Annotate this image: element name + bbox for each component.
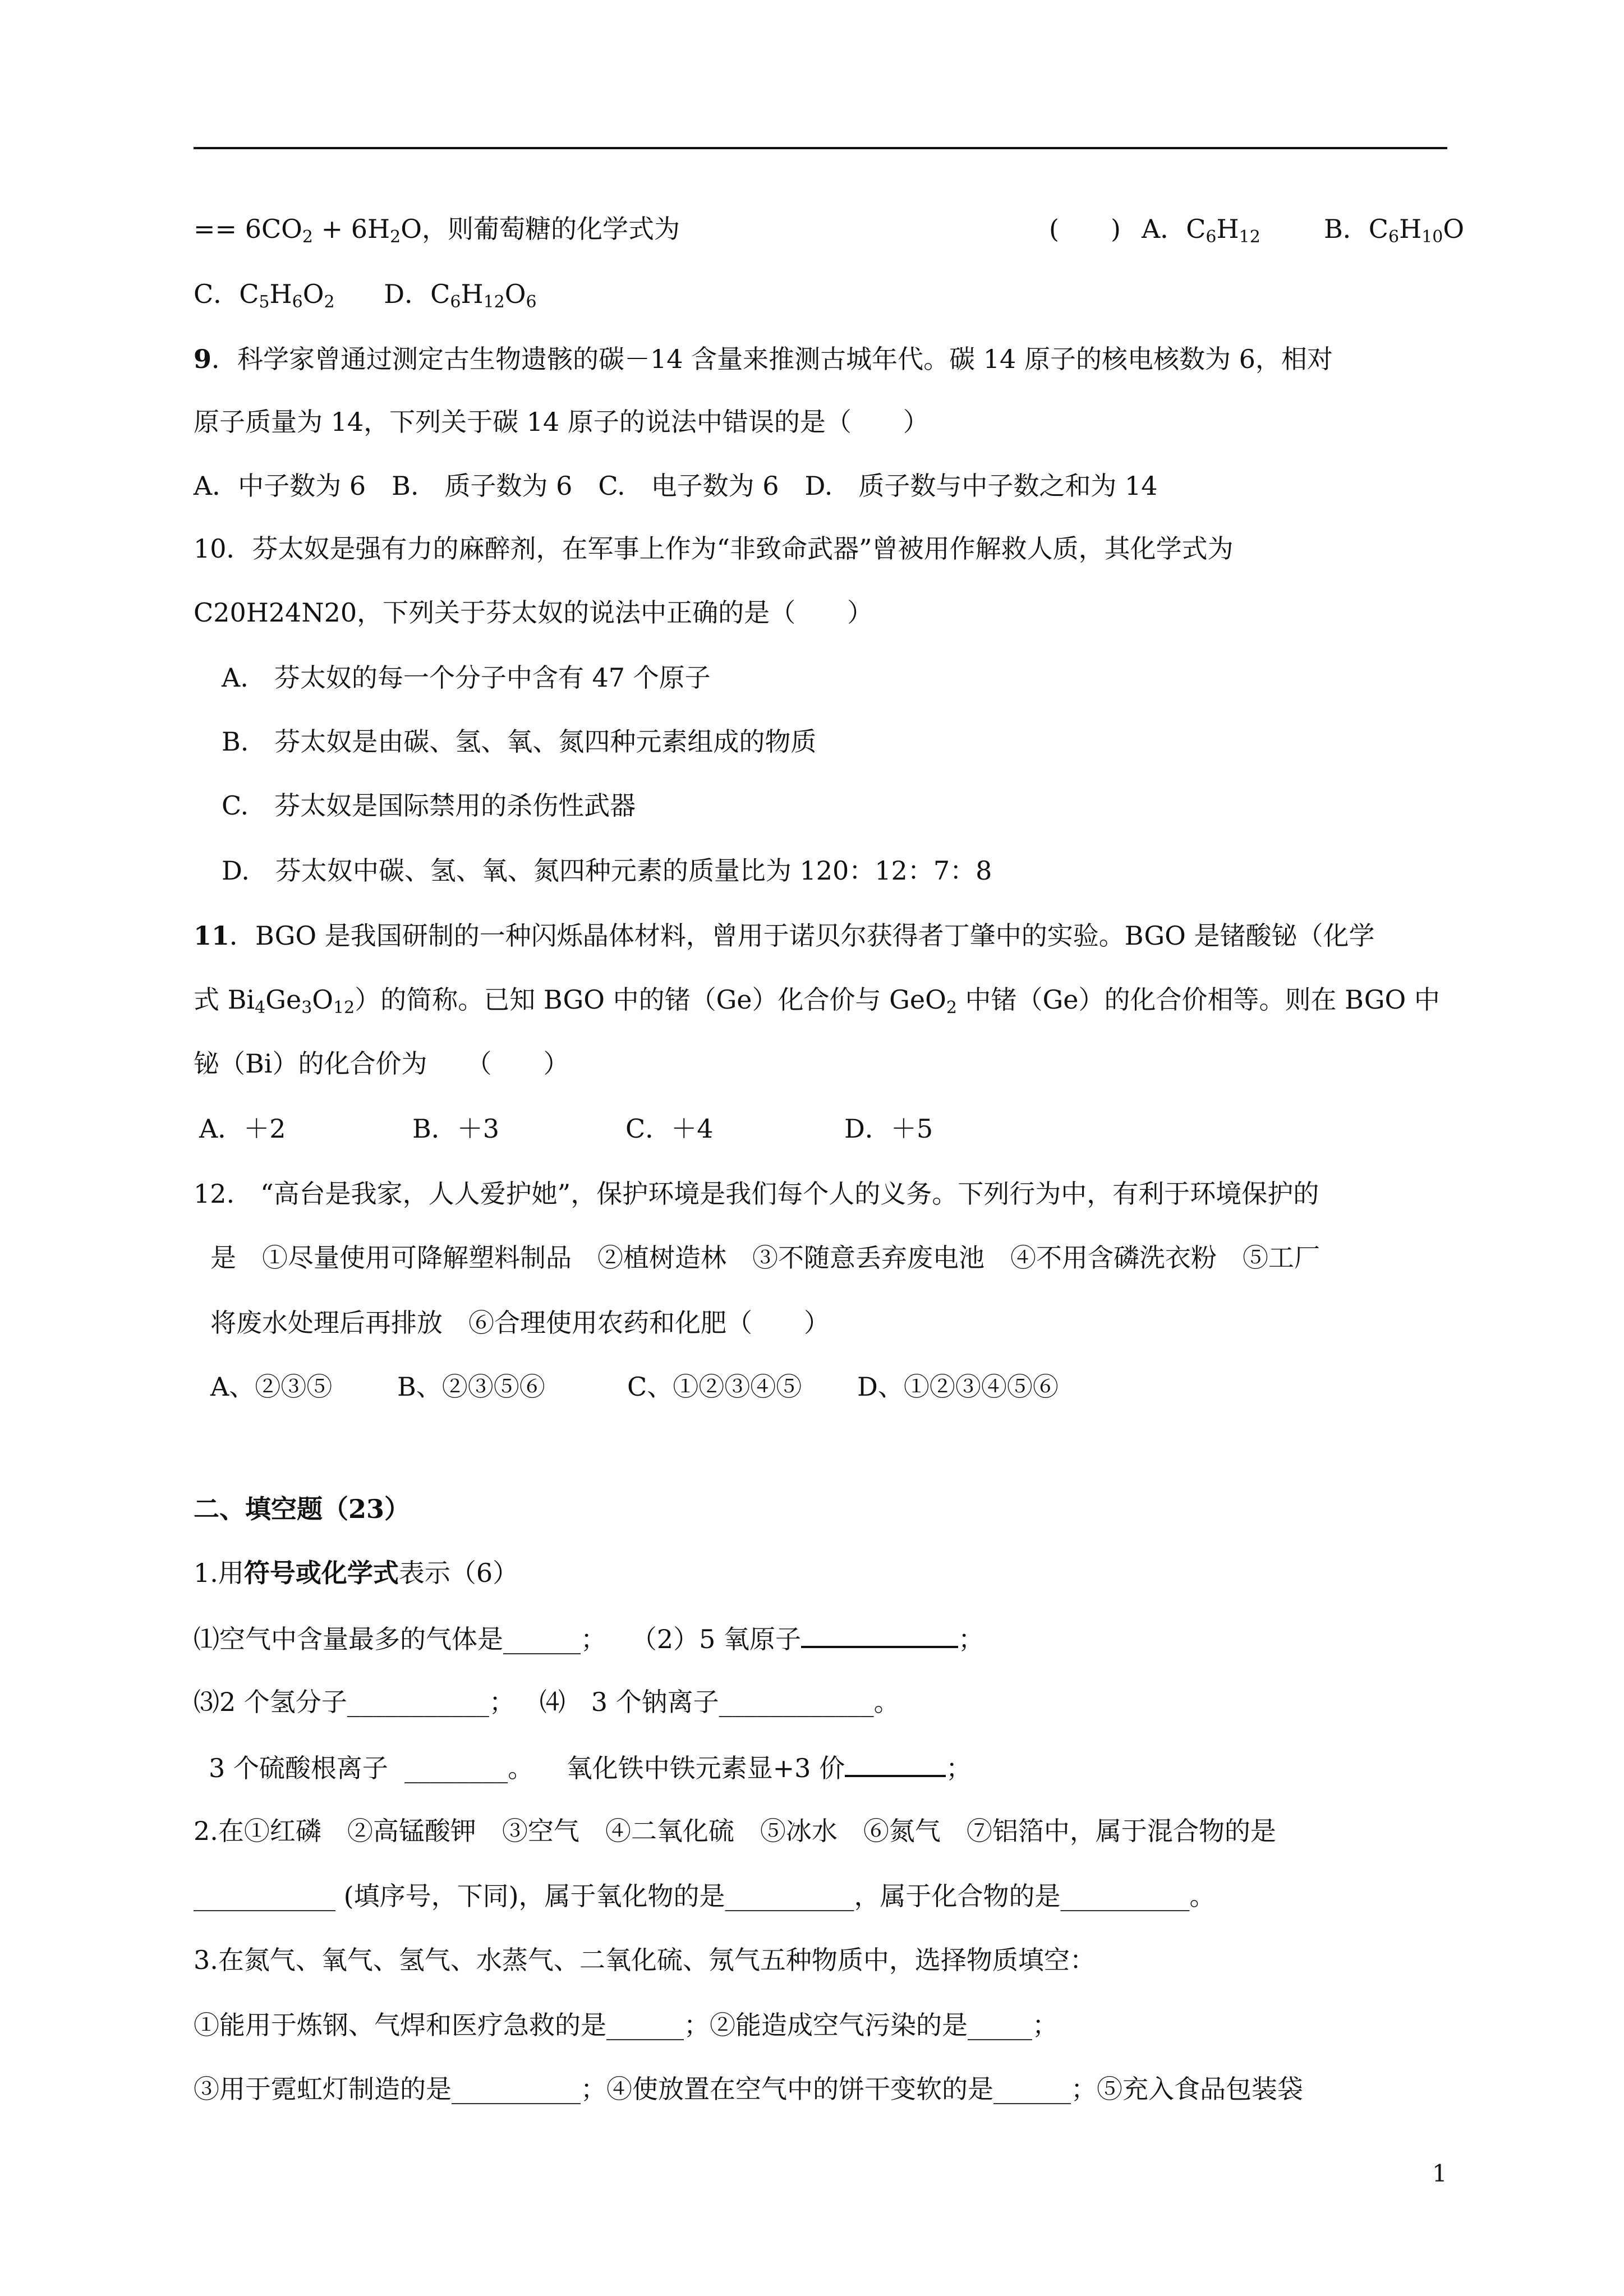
q12-option-b: B、②③⑤⑥	[397, 1372, 545, 1402]
fill-q3-line-2: ①能用于炼钢、气焊和医疗急救的是______；②能造成空气污染的是_____；	[194, 2010, 1058, 2040]
q10-line-2: C20H24N20，下列关于芬太奴的说法中正确的是（ ）	[194, 597, 873, 628]
q8-option-b: B．$C_6H_{10}O$	[1324, 214, 1465, 247]
fill-q2-line-2: ___________ (填序号，下同)，属于氧化物的是__________，属于化合物的是__________。	[194, 1881, 1216, 1911]
q8-option-a: A．$C_6H_{12}$	[1142, 214, 1260, 247]
fill-q1-prompt: 1.用符号或化学式表示（6）	[194, 1558, 519, 1588]
q9-line-1: 9．科学家曾通过测定古生物遗骸的碳－14 含量来推测古城年代。碳 14 原子的核电核数为 6，相对	[194, 344, 1333, 374]
q10-option-b: B. 芬太奴是由碳、氢、氧、氮四种元素组成的物质	[222, 726, 817, 757]
fill-q1-b: （2）5 氧原子 ；	[631, 1624, 984, 1654]
fill-q1-f: 氧化铁中铁元素显+3 价 ；	[567, 1753, 972, 1783]
q12-line-2: 是 ①尽量使用可降解塑料制品 ②植树造林 ③不随意丢弃废电池 ④不用含磷洗衣粉 ⑤工厂	[210, 1243, 1320, 1273]
q12-line-3: 将废水处理后再排放 ⑥合理使用农药和化肥（ ）	[210, 1308, 830, 1338]
answer-blank[interactable]	[845, 1750, 946, 1777]
fill-q1-e: 3 个硫酸根离子 ________。	[209, 1753, 534, 1783]
q12-option-c: C、①②③④⑤	[627, 1372, 802, 1402]
q11-option-b: B．＋3	[412, 1114, 500, 1144]
section2-title: 二、填空题（23）	[194, 1494, 411, 1524]
q11-option-c: C．＋4	[625, 1114, 714, 1144]
header-rule	[194, 147, 1447, 149]
q11-line-2: 式 $Bi_4Ge_3O_{12}$）的简称。已知 BGO 中的锗（Ge）化合价与 GeO$_2$ 中锗（Ge）的化合价相等。则在 BGO 中	[194, 984, 1440, 1018]
fill-q1-c: ⑶2 个氢分子___________；	[194, 1687, 515, 1717]
q11-line-1: 11．BGO 是我国研制的一种闪烁晶体材料，曾用于诺贝尔获得者丁肇中的实验。BGO 是锗酸铋（化学	[194, 921, 1375, 951]
fill-q3-line-3: ③用于霓虹灯制造的是__________；④使放置在空气中的饼干变软的是______；⑤充入食品包装袋	[194, 2074, 1303, 2104]
fill-q1-a: ⑴空气中含量最多的气体是______；	[194, 1624, 606, 1654]
q11-line-3: 铋（Bi）的化合价为 （ ）	[194, 1048, 569, 1079]
answer-blank[interactable]	[801, 1621, 958, 1648]
q10-option-a: A. 芬太奴的每一个分子中含有 47 个原子	[222, 662, 711, 693]
q8-options-cd	[194, 277, 1450, 311]
q11-option-a: A．＋2	[199, 1114, 286, 1144]
q12-option-d: D、①②③④⑤⑥	[857, 1372, 1059, 1402]
q9-line-2: 原子质量为 14，下列关于碳 14 原子的说法中错误的是（ ）	[194, 407, 929, 437]
fill-q3-line-1: 3.在氮气、氧气、氢气、水蒸气、二氧化硫、氖气五种物质中，选择物质填空：	[194, 1945, 1096, 1975]
q8-answer-paren: ( )	[1049, 214, 1121, 244]
q12-option-a: A、②③⑤	[210, 1372, 333, 1402]
fill-q1-ab	[194, 1621, 1450, 1656]
q10-line-1: 10．芬太奴是强有力的麻醉剂，在军事上作为“非致命武器”曾被用作解救人质，其化学式为	[194, 533, 1234, 564]
q10-option-d: D. 芬太奴中碳、氢、氧、氮四种元素的质量比为 120：12：7：8	[222, 855, 992, 886]
fill-q2-line-1: 2.在①红磷 ②高锰酸钾 ③空气 ④二氧化硫 ⑤冰水 ⑥氮气 ⑦铝箔中，属于混合物的是	[194, 1816, 1276, 1846]
q8-option-d: D．$C_6H_{12}O_6$	[384, 279, 537, 312]
q10-option-c: C. 芬太奴是国际禁用的杀伤性武器	[222, 790, 636, 821]
q9-options: A．中子数为 6 B. 质子数为 6 C. 电子数为 6 D. 质子数与中子数之和为 14	[194, 471, 1158, 501]
fill-q1-ef	[209, 1750, 1465, 1785]
q8-option-c: C．$C_5H_6O_2$	[194, 279, 335, 312]
fill-q1-cd	[194, 1685, 1450, 1719]
q11-option-d: D．＋5	[844, 1114, 933, 1144]
fill-q1-d: ⑷ 3 个钠离子____________。	[539, 1687, 900, 1717]
q12-line-1: 12. “高台是我家，人人爱护她”，保护环境是我们每个人的义务。下列行为中，有利于环境保护的	[194, 1179, 1319, 1209]
q8-equation-line: == $6CO_2 + 6H_2O$，则葡萄糖的化学式为	[194, 214, 680, 247]
page-number: 1	[1432, 2160, 1447, 2187]
